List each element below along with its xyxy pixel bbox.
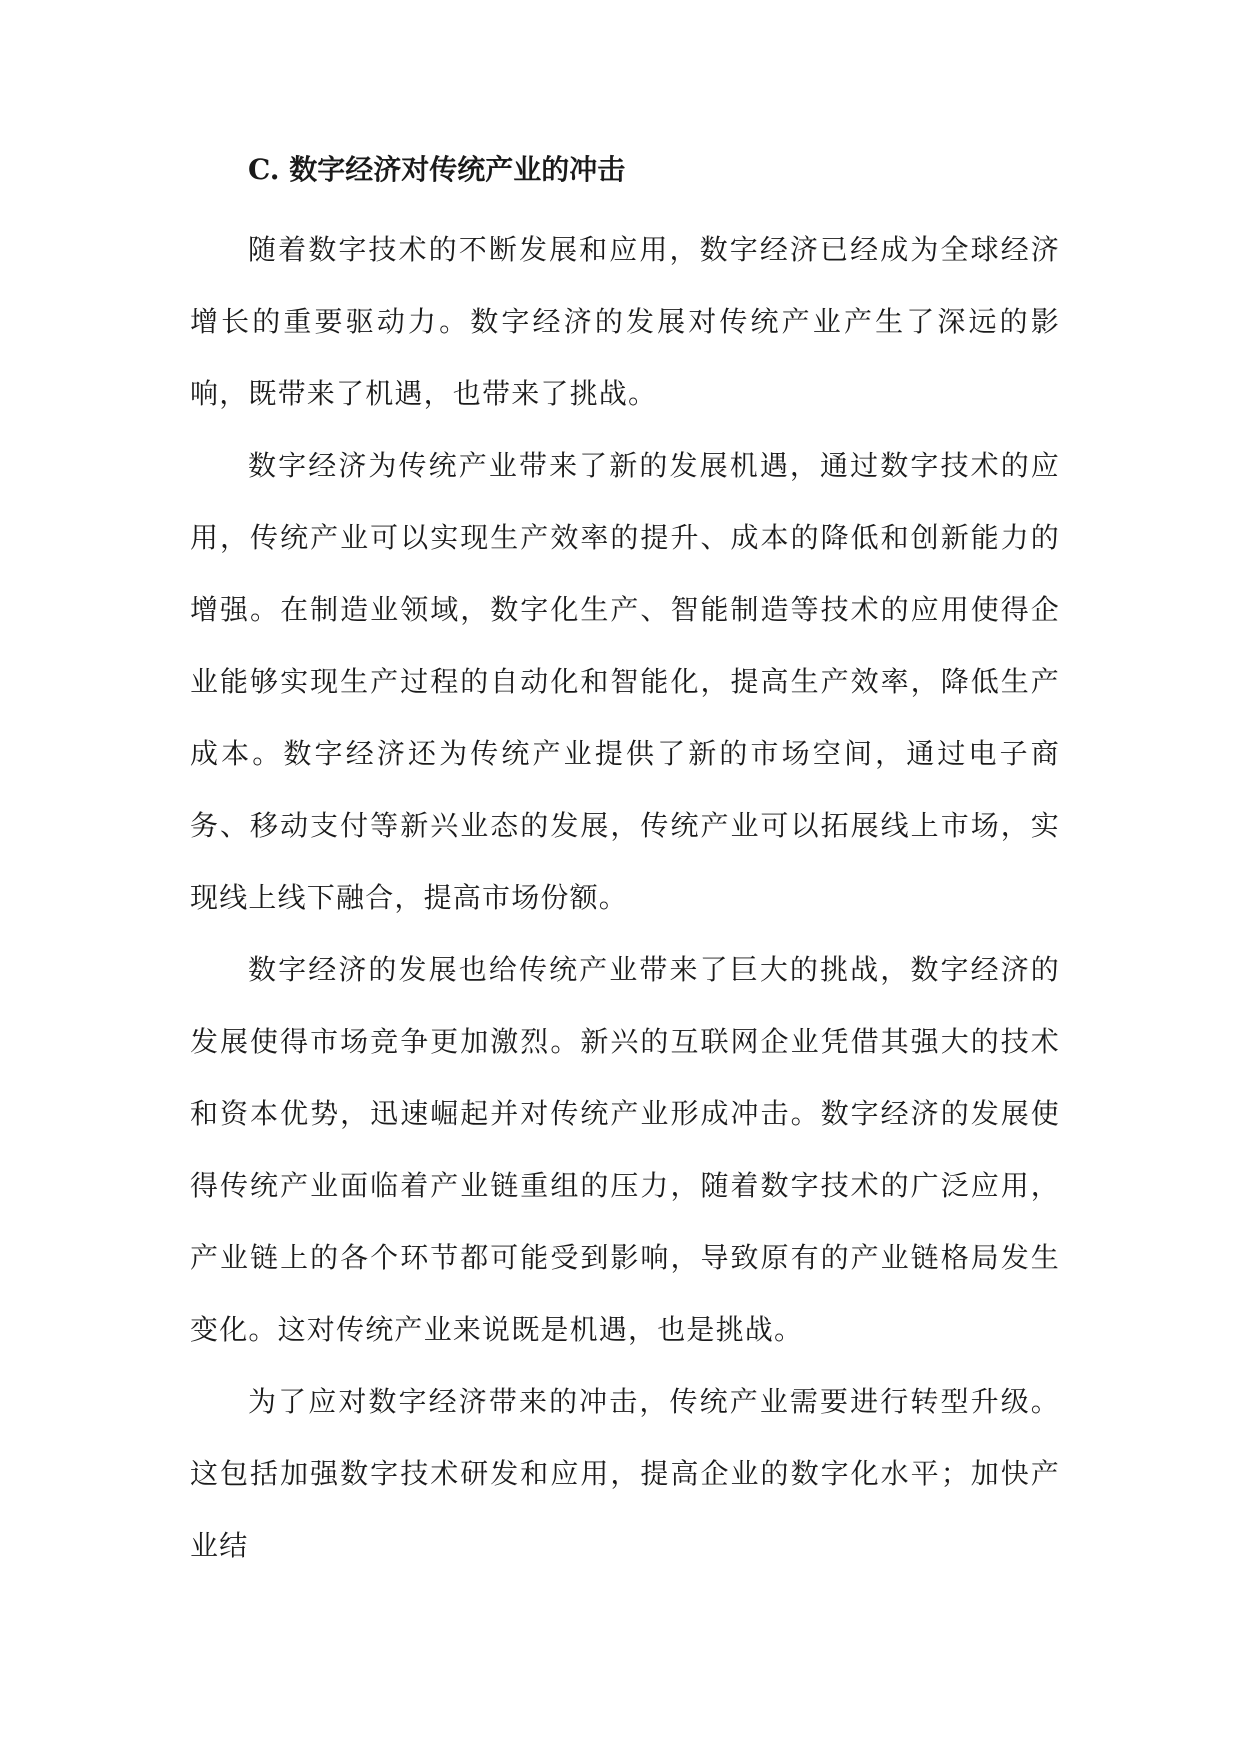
- paragraph-intro: 随着数字技术的不断发展和应用，数字经济已经成为全球经济增长的重要驱动力。数字经济的发展对传统产业产生了深远的影响，既带来了机遇，也带来了挑战。: [190, 233, 1060, 410]
- document-body: [190, 140, 1060, 1582]
- paragraph-opportunities: 数字经济为传统产业带来了新的发展机遇，通过数字技术的应用，传统产业可以实现生产效率的提升、成本的降低和创新能力的增强。在制造业领域，数字化生产、智能制造等技术的应用使得企业能够实现生产过程的自动化和智能化，提高生产效率，降低生产成本。数字经济还为传统产业提供了新的市场空间，通过电子商务、移动支付等新兴业态的发展，传统产业可以拓展线上市场，实现线上线下融合，提高市场份额。: [190, 449, 1060, 914]
- paragraph-challenges: 数字经济的发展也给传统产业带来了巨大的挑战，数字经济的发展使得市场竞争更加激烈。新兴的互联网企业凭借其强大的技术和资本优势，迅速崛起并对传统产业形成冲击。数字经济的发展使得传统产业面临着产业链重组的压力，随着数字技术的广泛应用，产业链上的各个环节都可能受到影响，导致原有的产业链格局发生变化。这对传统产业来说既是机遇，也是挑战。: [190, 953, 1060, 1346]
- section-heading: C. 数字经济对传统产业的冲击: [248, 153, 626, 186]
- paragraph-transformation: 为了应对数字经济带来的冲击，传统产业需要进行转型升级。这包括加强数字技术研发和应用，提高企业的数字化水平；加快产业结: [190, 1385, 1060, 1562]
